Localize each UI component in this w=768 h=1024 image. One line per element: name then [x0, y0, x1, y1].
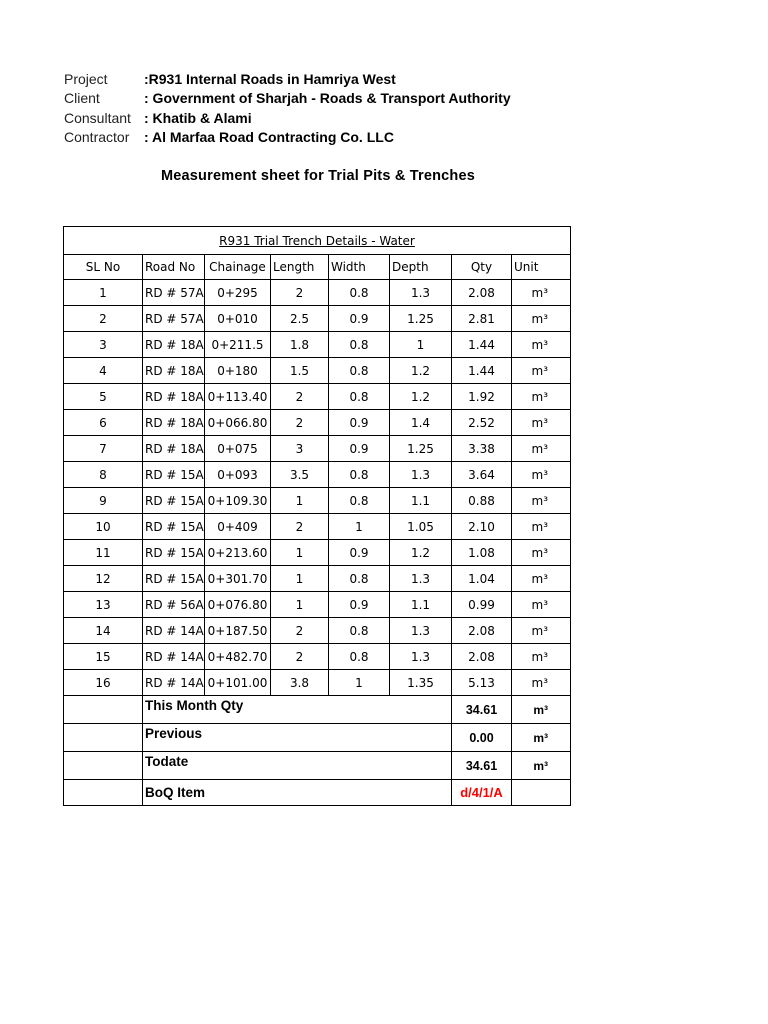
- previous-row: [64, 724, 571, 752]
- qty-cell: 2.08: [452, 618, 512, 644]
- table-row: [64, 358, 571, 384]
- unit-cell: m³: [512, 410, 571, 436]
- width-cell: 0.8: [329, 644, 390, 670]
- road-no-cell: RD # 18A: [143, 332, 205, 358]
- table-row: [64, 618, 571, 644]
- depth-cell: 1.3: [390, 618, 452, 644]
- chainage-cell: 0+101.00: [205, 670, 271, 696]
- length-cell: 2: [271, 618, 329, 644]
- depth-cell: 1.2: [390, 358, 452, 384]
- road-no-cell: RD # 14A: [143, 618, 205, 644]
- table-row: [64, 644, 571, 670]
- depth-cell: 1.4: [390, 410, 452, 436]
- qty-cell: 2.81: [452, 306, 512, 332]
- chainage-cell: 0+093: [205, 462, 271, 488]
- column-header-row: [64, 255, 571, 280]
- previous-unit: m³: [512, 724, 571, 752]
- unit-cell: m³: [512, 306, 571, 332]
- table-row: [64, 670, 571, 696]
- project-label: Project: [64, 71, 108, 87]
- sl-no-cell: 13: [64, 592, 143, 618]
- todate-row: [64, 752, 571, 780]
- chainage-cell: 0+211.5: [205, 332, 271, 358]
- sl-no-cell: 14: [64, 618, 143, 644]
- depth-cell: 1.3: [390, 462, 452, 488]
- road-no-cell: RD # 18A: [143, 384, 205, 410]
- col-header-road-no: Road No: [143, 255, 205, 280]
- width-cell: 0.8: [329, 618, 390, 644]
- sl-no-cell: 12: [64, 566, 143, 592]
- empty-cell: [64, 696, 143, 724]
- document-header: [64, 70, 511, 148]
- depth-cell: 1.3: [390, 566, 452, 592]
- col-header-depth: Depth: [390, 255, 452, 280]
- sl-no-cell: 9: [64, 488, 143, 514]
- empty-cell: [512, 780, 571, 806]
- table-row: [64, 462, 571, 488]
- width-cell: 0.9: [329, 410, 390, 436]
- this-month-qty: 34.61: [452, 696, 512, 724]
- project-value: :R931 Internal Roads in Hamriya West: [144, 71, 396, 87]
- length-cell: 3.5: [271, 462, 329, 488]
- width-cell: 0.9: [329, 436, 390, 462]
- unit-cell: m³: [512, 436, 571, 462]
- road-no-cell: RD # 57A: [143, 280, 205, 306]
- length-cell: 3: [271, 436, 329, 462]
- contractor-value: : Al Marfaa Road Contracting Co. LLC: [144, 129, 394, 146]
- sl-no-cell: 11: [64, 540, 143, 566]
- sl-no-cell: 4: [64, 358, 143, 384]
- todate-unit: m³: [512, 752, 571, 780]
- table-row: [64, 384, 571, 410]
- depth-cell: 1.2: [390, 384, 452, 410]
- length-cell: 1.8: [271, 332, 329, 358]
- chainage-cell: 0+187.50: [205, 618, 271, 644]
- chainage-cell: 0+075: [205, 436, 271, 462]
- qty-cell: 2.08: [452, 644, 512, 670]
- length-cell: 2: [271, 644, 329, 670]
- depth-cell: 1.05: [390, 514, 452, 540]
- width-cell: 0.9: [329, 306, 390, 332]
- qty-cell: 1.92: [452, 384, 512, 410]
- project-line: [64, 70, 511, 89]
- length-cell: 1.5: [271, 358, 329, 384]
- client-label: Client: [64, 90, 100, 107]
- width-cell: 0.8: [329, 462, 390, 488]
- empty-cell: [64, 780, 143, 806]
- chainage-cell: 0+076.80: [205, 592, 271, 618]
- sl-no-cell: 8: [64, 462, 143, 488]
- chainage-cell: 0+301.70: [205, 566, 271, 592]
- unit-cell: m³: [512, 540, 571, 566]
- qty-cell: 3.38: [452, 436, 512, 462]
- qty-cell: 2.10: [452, 514, 512, 540]
- width-cell: 1: [329, 670, 390, 696]
- road-no-cell: RD # 14A: [143, 644, 205, 670]
- road-no-cell: RD # 15A: [143, 462, 205, 488]
- length-cell: 2: [271, 384, 329, 410]
- previous-qty: 0.00: [452, 724, 512, 752]
- unit-cell: m³: [512, 488, 571, 514]
- length-cell: 2: [271, 410, 329, 436]
- consultant-label: Consultant: [64, 109, 131, 126]
- width-cell: 0.8: [329, 358, 390, 384]
- depth-cell: 1.35: [390, 670, 452, 696]
- sheet-title: Measurement sheet for Trial Pits & Trenches: [160, 168, 475, 184]
- depth-cell: 1.25: [390, 436, 452, 462]
- col-header-sl-no: SL No: [64, 255, 143, 280]
- unit-cell: m³: [512, 280, 571, 306]
- table-row: [64, 410, 571, 436]
- sl-no-cell: 15: [64, 644, 143, 670]
- length-cell: 2.5: [271, 306, 329, 332]
- depth-cell: 1.1: [390, 592, 452, 618]
- unit-cell: m³: [512, 384, 571, 410]
- empty-cell: [64, 752, 143, 780]
- width-cell: 0.9: [329, 592, 390, 618]
- road-no-cell: RD # 18A: [143, 436, 205, 462]
- sl-no-cell: 10: [64, 514, 143, 540]
- length-cell: 2: [271, 280, 329, 306]
- chainage-cell: 0+010: [205, 306, 271, 332]
- table-row: [64, 332, 571, 358]
- qty-cell: 5.13: [452, 670, 512, 696]
- width-cell: 0.8: [329, 280, 390, 306]
- chainage-cell: 0+066.80: [205, 410, 271, 436]
- this-month-label: This Month Qty: [143, 696, 452, 724]
- length-cell: 1: [271, 540, 329, 566]
- sl-no-cell: 2: [64, 306, 143, 332]
- boq-row: [64, 780, 571, 806]
- table-row: [64, 280, 571, 306]
- this-month-unit: m³: [512, 696, 571, 724]
- trench-details-table: [63, 226, 571, 806]
- depth-cell: 1: [390, 332, 452, 358]
- road-no-cell: RD # 15A: [143, 540, 205, 566]
- sl-no-cell: 1: [64, 280, 143, 306]
- chainage-cell: 0+180: [205, 358, 271, 384]
- empty-cell: [64, 724, 143, 752]
- col-header-length: Length: [271, 255, 329, 280]
- length-cell: 1: [271, 592, 329, 618]
- table-row: [64, 540, 571, 566]
- unit-cell: m³: [512, 566, 571, 592]
- consultant-value: : Khatib & Alami: [144, 109, 252, 126]
- sl-no-cell: 5: [64, 384, 143, 410]
- road-no-cell: RD # 15A: [143, 488, 205, 514]
- qty-cell: 2.08: [452, 280, 512, 306]
- previous-label: Previous: [143, 724, 452, 752]
- table-caption: R931 Trial Trench Details - Water: [64, 227, 571, 255]
- todate-qty: 34.61: [452, 752, 512, 780]
- depth-cell: 1.25: [390, 306, 452, 332]
- client-line: [64, 89, 511, 108]
- depth-cell: 1.3: [390, 644, 452, 670]
- unit-cell: m³: [512, 644, 571, 670]
- road-no-cell: RD # 56A: [143, 592, 205, 618]
- width-cell: 0.9: [329, 540, 390, 566]
- boq-label: BoQ Item: [143, 780, 452, 806]
- sl-no-cell: 16: [64, 670, 143, 696]
- sl-no-cell: 7: [64, 436, 143, 462]
- table-row: [64, 566, 571, 592]
- qty-cell: 2.52: [452, 410, 512, 436]
- chainage-cell: 0+113.40: [205, 384, 271, 410]
- sl-no-cell: 3: [64, 332, 143, 358]
- unit-cell: m³: [512, 358, 571, 384]
- table-row: [64, 514, 571, 540]
- width-cell: 0.8: [329, 566, 390, 592]
- chainage-cell: 0+109.30: [205, 488, 271, 514]
- length-cell: 1: [271, 488, 329, 514]
- table-row: [64, 592, 571, 618]
- contractor-line: [64, 128, 511, 147]
- depth-cell: 1.3: [390, 280, 452, 306]
- qty-cell: 0.88: [452, 488, 512, 514]
- depth-cell: 1.2: [390, 540, 452, 566]
- length-cell: 2: [271, 514, 329, 540]
- client-value: : Government of Sharjah - Roads & Transport Authority: [144, 90, 511, 107]
- unit-cell: m³: [512, 462, 571, 488]
- qty-cell: 1.44: [452, 358, 512, 384]
- boq-item-code: d/4/1/A: [452, 780, 512, 806]
- unit-cell: m³: [512, 618, 571, 644]
- length-cell: 3.8: [271, 670, 329, 696]
- road-no-cell: RD # 15A: [143, 566, 205, 592]
- unit-cell: m³: [512, 332, 571, 358]
- col-header-chainage: Chainage: [205, 255, 271, 280]
- unit-cell: m³: [512, 592, 571, 618]
- unit-cell: m³: [512, 514, 571, 540]
- chainage-cell: 0+295: [205, 280, 271, 306]
- col-header-unit: Unit: [512, 255, 571, 280]
- width-cell: 1: [329, 514, 390, 540]
- sl-no-cell: 6: [64, 410, 143, 436]
- road-no-cell: RD # 18A: [143, 358, 205, 384]
- qty-cell: 1.44: [452, 332, 512, 358]
- this-month-row: [64, 696, 571, 724]
- todate-label: Todate: [143, 752, 452, 780]
- length-cell: 1: [271, 566, 329, 592]
- chainage-cell: 0+482.70: [205, 644, 271, 670]
- road-no-cell: RD # 14A: [143, 670, 205, 696]
- width-cell: 0.8: [329, 384, 390, 410]
- unit-cell: m³: [512, 670, 571, 696]
- depth-cell: 1.1: [390, 488, 452, 514]
- table-row: [64, 488, 571, 514]
- road-no-cell: RD # 57A: [143, 306, 205, 332]
- chainage-cell: 0+409: [205, 514, 271, 540]
- road-no-cell: RD # 15A: [143, 514, 205, 540]
- table-row: [64, 436, 571, 462]
- width-cell: 0.8: [329, 488, 390, 514]
- consultant-line: [64, 109, 511, 128]
- chainage-cell: 0+213.60: [205, 540, 271, 566]
- qty-cell: 1.04: [452, 566, 512, 592]
- col-header-qty: Qty: [452, 255, 512, 280]
- table-row: [64, 306, 571, 332]
- col-header-width: Width: [329, 255, 390, 280]
- qty-cell: 3.64: [452, 462, 512, 488]
- qty-cell: 1.08: [452, 540, 512, 566]
- width-cell: 0.8: [329, 332, 390, 358]
- contractor-label: Contractor: [64, 129, 130, 146]
- road-no-cell: RD # 18A: [143, 410, 205, 436]
- qty-cell: 0.99: [452, 592, 512, 618]
